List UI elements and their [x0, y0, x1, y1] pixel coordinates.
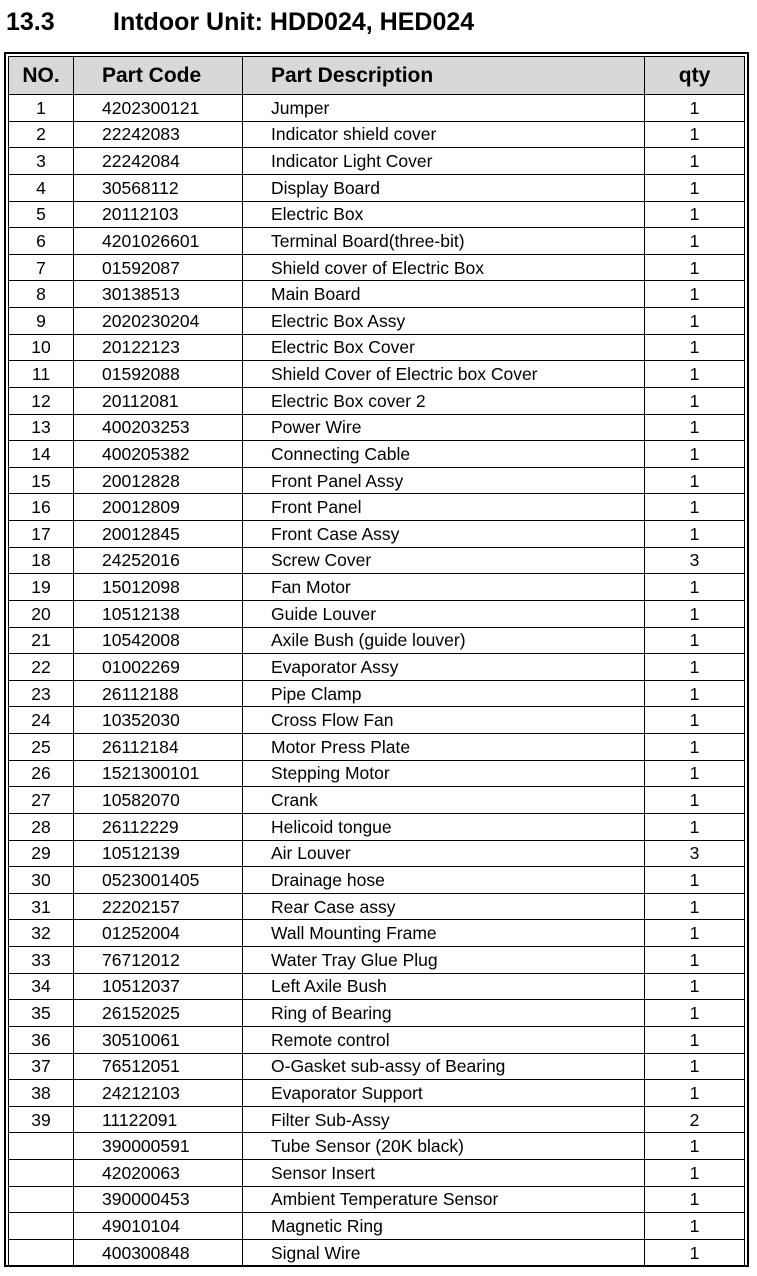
- table-row: [9, 387, 745, 414]
- table-row: [9, 334, 745, 361]
- table-row: [9, 95, 745, 122]
- row-number: 10: [9, 334, 74, 361]
- table-row: [9, 680, 745, 707]
- table-row: [9, 867, 745, 894]
- quantity: 1: [645, 1239, 745, 1266]
- part-description: Electric Box Assy: [243, 308, 645, 335]
- row-number: 8: [9, 281, 74, 308]
- part-code: 20122123: [74, 334, 243, 361]
- part-description: Front Panel Assy: [243, 467, 645, 494]
- part-description: Drainage hose: [243, 867, 645, 894]
- table-row: [9, 1026, 745, 1053]
- quantity: 2: [645, 1106, 745, 1133]
- quantity: 1: [645, 627, 745, 654]
- part-description: Indicator shield cover: [243, 121, 645, 148]
- row-number: [9, 1239, 74, 1266]
- quantity: 1: [645, 600, 745, 627]
- table-row: [9, 361, 745, 388]
- part-description: Front Panel: [243, 494, 645, 521]
- table-row: [9, 813, 745, 840]
- part-code: 10582070: [74, 787, 243, 814]
- row-number: 31: [9, 893, 74, 920]
- quantity: 1: [645, 201, 745, 228]
- table-row: [9, 893, 745, 920]
- row-number: 22: [9, 654, 74, 681]
- quantity: 1: [645, 387, 745, 414]
- quantity: 1: [645, 574, 745, 601]
- part-code: 30510061: [74, 1026, 243, 1053]
- table-row: [9, 920, 745, 947]
- table-row: [9, 1133, 745, 1160]
- quantity: 1: [645, 254, 745, 281]
- part-code: 01592088: [74, 361, 243, 388]
- part-code: 26112184: [74, 734, 243, 761]
- row-number: 24: [9, 707, 74, 734]
- part-code: 30568112: [74, 174, 243, 201]
- row-number: 16: [9, 494, 74, 521]
- row-number: 15: [9, 467, 74, 494]
- row-number: 38: [9, 1080, 74, 1107]
- part-description: Front Case Assy: [243, 521, 645, 548]
- row-number: 18: [9, 547, 74, 574]
- table-row: [9, 1239, 745, 1266]
- part-description: Crank: [243, 787, 645, 814]
- table-row: [9, 414, 745, 441]
- part-description: Left Axile Bush: [243, 973, 645, 1000]
- quantity: 1: [645, 920, 745, 947]
- part-code: 10542008: [74, 627, 243, 654]
- section-title: Intdoor Unit: HDD024, HED024: [113, 8, 475, 36]
- part-description: Axile Bush (guide louver): [243, 627, 645, 654]
- part-code: 22242084: [74, 148, 243, 175]
- table-row: [9, 228, 745, 255]
- quantity: 1: [645, 1160, 745, 1187]
- table-row: [9, 281, 745, 308]
- table-row: [9, 760, 745, 787]
- part-code: 01592087: [74, 254, 243, 281]
- part-code: 42020063: [74, 1160, 243, 1187]
- parts-table: [8, 56, 745, 1267]
- table-row: [9, 467, 745, 494]
- part-code: 01252004: [74, 920, 243, 947]
- row-number: 2: [9, 121, 74, 148]
- part-description: Ring of Bearing: [243, 1000, 645, 1027]
- table-row: [9, 1186, 745, 1213]
- part-code: 20012828: [74, 467, 243, 494]
- part-code: 49010104: [74, 1213, 243, 1240]
- table-row: [9, 254, 745, 281]
- table-row: [9, 574, 745, 601]
- part-description: Magnetic Ring: [243, 1213, 645, 1240]
- part-code: 30138513: [74, 281, 243, 308]
- quantity: 1: [645, 174, 745, 201]
- quantity: 1: [645, 787, 745, 814]
- part-description: Fan Motor: [243, 574, 645, 601]
- table-row: [9, 441, 745, 468]
- table-row: [9, 1053, 745, 1080]
- part-code: 20112081: [74, 387, 243, 414]
- row-number: 39: [9, 1106, 74, 1133]
- table-row: [9, 734, 745, 761]
- part-code: 390000453: [74, 1186, 243, 1213]
- part-description: Jumper: [243, 95, 645, 122]
- part-description: Ambient Temperature Sensor: [243, 1186, 645, 1213]
- header-qty: qty: [645, 57, 745, 95]
- quantity: 1: [645, 361, 745, 388]
- part-code: 10352030: [74, 707, 243, 734]
- table-row: [9, 654, 745, 681]
- part-code: 20112103: [74, 201, 243, 228]
- quantity: 1: [645, 1000, 745, 1027]
- part-description: Rear Case assy: [243, 893, 645, 920]
- table-row: [9, 1213, 745, 1240]
- part-code: 20012845: [74, 521, 243, 548]
- row-number: 5: [9, 201, 74, 228]
- row-number: 1: [9, 95, 74, 122]
- quantity: 1: [645, 148, 745, 175]
- quantity: 1: [645, 95, 745, 122]
- part-description: Terminal Board(three-bit): [243, 228, 645, 255]
- part-description: Indicator Light Cover: [243, 148, 645, 175]
- row-number: 29: [9, 840, 74, 867]
- quantity: 1: [645, 947, 745, 974]
- row-number: 34: [9, 973, 74, 1000]
- part-description: Guide Louver: [243, 600, 645, 627]
- row-number: 13: [9, 414, 74, 441]
- part-code: 76712012: [74, 947, 243, 974]
- table-row: [9, 973, 745, 1000]
- part-description: Water Tray Glue Plug: [243, 947, 645, 974]
- part-code: 26152025: [74, 1000, 243, 1027]
- quantity: 1: [645, 1026, 745, 1053]
- row-number: 12: [9, 387, 74, 414]
- row-number: [9, 1133, 74, 1160]
- row-number: 7: [9, 254, 74, 281]
- part-description: Stepping Motor: [243, 760, 645, 787]
- row-number: 9: [9, 308, 74, 335]
- header-part-code: Part Code: [74, 57, 243, 95]
- quantity: 1: [645, 1080, 745, 1107]
- part-description: Motor Press Plate: [243, 734, 645, 761]
- part-code: 01002269: [74, 654, 243, 681]
- table-row: [9, 201, 745, 228]
- part-code: 20012809: [74, 494, 243, 521]
- row-number: 3: [9, 148, 74, 175]
- part-description: Evaporator Assy: [243, 654, 645, 681]
- table-row: [9, 787, 745, 814]
- row-number: 37: [9, 1053, 74, 1080]
- quantity: 1: [645, 281, 745, 308]
- row-number: 19: [9, 574, 74, 601]
- table-row: [9, 1080, 745, 1107]
- row-number: [9, 1160, 74, 1187]
- row-number: 28: [9, 813, 74, 840]
- part-description: O-Gasket sub-assy of Bearing: [243, 1053, 645, 1080]
- quantity: 1: [645, 1133, 745, 1160]
- quantity: 1: [645, 228, 745, 255]
- part-description: Signal Wire: [243, 1239, 645, 1266]
- part-description: Screw Cover: [243, 547, 645, 574]
- row-number: 26: [9, 760, 74, 787]
- part-code: 22242083: [74, 121, 243, 148]
- table-row: [9, 1000, 745, 1027]
- header-part-description: Part Description: [243, 57, 645, 95]
- row-number: 35: [9, 1000, 74, 1027]
- part-code: 4201026601: [74, 228, 243, 255]
- part-code: 10512139: [74, 840, 243, 867]
- part-description: Connecting Cable: [243, 441, 645, 468]
- quantity: 3: [645, 840, 745, 867]
- quantity: 1: [645, 441, 745, 468]
- row-number: 17: [9, 521, 74, 548]
- row-number: 21: [9, 627, 74, 654]
- quantity: 1: [645, 1213, 745, 1240]
- table-row: [9, 121, 745, 148]
- quantity: 1: [645, 867, 745, 894]
- table-row: [9, 600, 745, 627]
- part-description: Tube Sensor (20K black): [243, 1133, 645, 1160]
- header-no: NO.: [9, 57, 74, 95]
- part-description: Shield cover of Electric Box: [243, 254, 645, 281]
- part-code: 26112188: [74, 680, 243, 707]
- part-description: Filter Sub-Assy: [243, 1106, 645, 1133]
- part-code: 26112229: [74, 813, 243, 840]
- part-code: 11122091: [74, 1106, 243, 1133]
- table-row: [9, 521, 745, 548]
- table-body: [9, 95, 745, 1267]
- quantity: 1: [645, 467, 745, 494]
- quantity: 1: [645, 414, 745, 441]
- table-row: [9, 547, 745, 574]
- row-number: 25: [9, 734, 74, 761]
- part-description: Air Louver: [243, 840, 645, 867]
- part-code: 1521300101: [74, 760, 243, 787]
- part-code: 390000591: [74, 1133, 243, 1160]
- part-description: Electric Box cover 2: [243, 387, 645, 414]
- table-row: [9, 1160, 745, 1187]
- part-description: Helicoid tongue: [243, 813, 645, 840]
- table-row: [9, 494, 745, 521]
- row-number: 33: [9, 947, 74, 974]
- table-header-row: [9, 57, 745, 95]
- part-code: 400300848: [74, 1239, 243, 1266]
- row-number: 23: [9, 680, 74, 707]
- part-code: 10512037: [74, 973, 243, 1000]
- row-number: 30: [9, 867, 74, 894]
- quantity: 1: [645, 973, 745, 1000]
- part-code: 400203253: [74, 414, 243, 441]
- row-number: 6: [9, 228, 74, 255]
- table-row: [9, 947, 745, 974]
- part-code: 24252016: [74, 547, 243, 574]
- table-row: [9, 627, 745, 654]
- row-number: 4: [9, 174, 74, 201]
- part-description: Pipe Clamp: [243, 680, 645, 707]
- part-code: 76512051: [74, 1053, 243, 1080]
- table-row: [9, 148, 745, 175]
- quantity: 1: [645, 893, 745, 920]
- quantity: 1: [645, 654, 745, 681]
- part-description: Electric Box Cover: [243, 334, 645, 361]
- part-description: Main Board: [243, 281, 645, 308]
- quantity: 1: [645, 707, 745, 734]
- part-code: 2020230204: [74, 308, 243, 335]
- quantity: 1: [645, 494, 745, 521]
- quantity: 1: [645, 734, 745, 761]
- row-number: 27: [9, 787, 74, 814]
- part-description: Shield Cover of Electric box Cover: [243, 361, 645, 388]
- part-code: 22202157: [74, 893, 243, 920]
- row-number: 32: [9, 920, 74, 947]
- part-description: Electric Box: [243, 201, 645, 228]
- quantity: 1: [645, 760, 745, 787]
- table-row: [9, 840, 745, 867]
- part-code: 400205382: [74, 441, 243, 468]
- quantity: 1: [645, 813, 745, 840]
- part-description: Power Wire: [243, 414, 645, 441]
- part-code: 24212103: [74, 1080, 243, 1107]
- part-description: Wall Mounting Frame: [243, 920, 645, 947]
- section-number: 13.3: [6, 8, 55, 36]
- section-heading: [6, 4, 746, 40]
- table-row: [9, 707, 745, 734]
- row-number: 20: [9, 600, 74, 627]
- row-number: 11: [9, 361, 74, 388]
- part-description: Sensor Insert: [243, 1160, 645, 1187]
- quantity: 1: [645, 680, 745, 707]
- row-number: [9, 1213, 74, 1240]
- quantity: 1: [645, 121, 745, 148]
- table-row: [9, 308, 745, 335]
- part-code: 15012098: [74, 574, 243, 601]
- part-description: Remote control: [243, 1026, 645, 1053]
- row-number: 36: [9, 1026, 74, 1053]
- quantity: 1: [645, 1053, 745, 1080]
- part-description: Evaporator Support: [243, 1080, 645, 1107]
- quantity: 1: [645, 1186, 745, 1213]
- quantity: 1: [645, 334, 745, 361]
- part-code: 0523001405: [74, 867, 243, 894]
- quantity: 1: [645, 521, 745, 548]
- row-number: [9, 1186, 74, 1213]
- table-row: [9, 1106, 745, 1133]
- part-code: 10512138: [74, 600, 243, 627]
- part-code: 4202300121: [74, 95, 243, 122]
- row-number: 14: [9, 441, 74, 468]
- quantity: 1: [645, 308, 745, 335]
- table-row: [9, 174, 745, 201]
- part-description: Display Board: [243, 174, 645, 201]
- quantity: 3: [645, 547, 745, 574]
- part-description: Cross Flow Fan: [243, 707, 645, 734]
